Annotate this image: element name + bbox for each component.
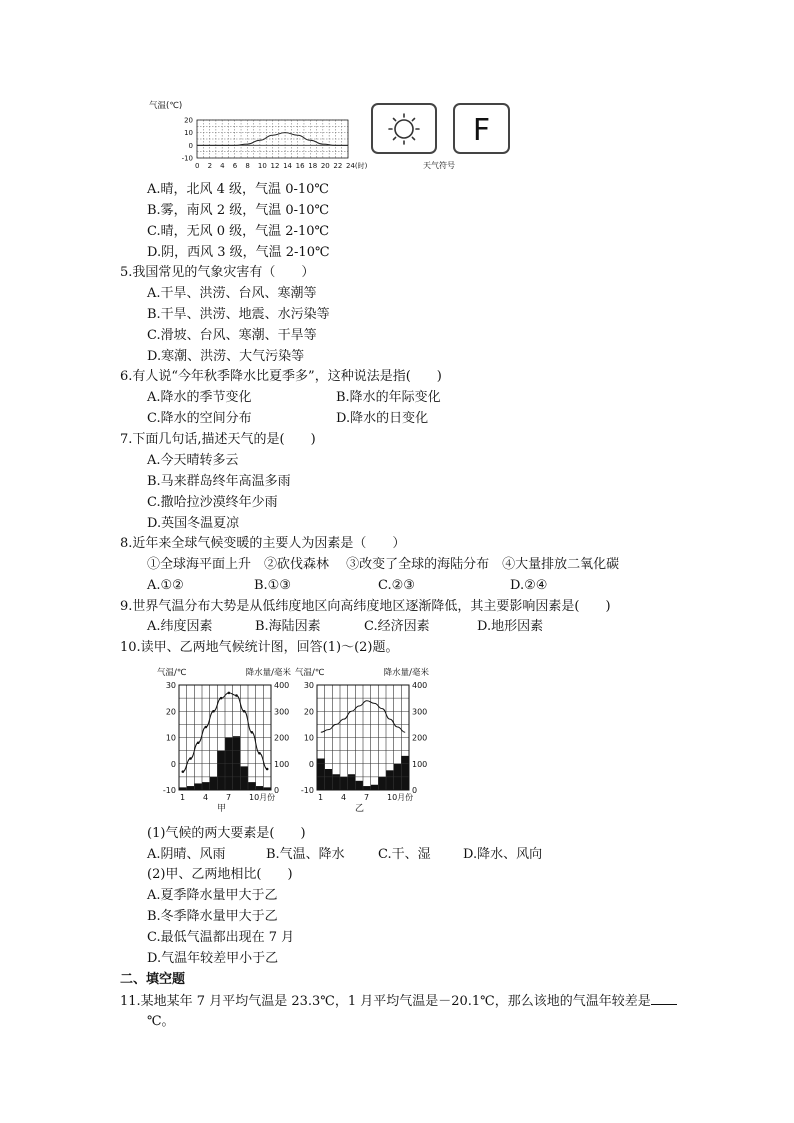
q9-stem: 9.世界气温分布大势是从低纬度地区向高纬度地区逐渐降低，其主要影响因素是( ) xyxy=(120,599,611,614)
x-tick-label: 24(时) xyxy=(346,162,368,170)
right-tick-label: 0 xyxy=(274,786,280,795)
left-axis-title: 气温/℃ xyxy=(157,668,187,678)
q7-option-c: C.撒哈拉沙漠终年少雨 xyxy=(147,495,278,510)
precipitation-bar xyxy=(233,736,241,790)
left-tick-label: -10 xyxy=(300,786,314,795)
q10-sub2-option-d: D.气温年较差甲小于乙 xyxy=(147,951,279,966)
q10-sub1-option-d: D.降水、风向 xyxy=(463,847,543,862)
left-tick-label: 10 xyxy=(303,733,314,743)
q4-option-c: C.晴，无风 0 级，气温 2-10℃ xyxy=(147,224,330,239)
x-tick-label: 18 xyxy=(308,162,318,170)
q11-unit: ℃。 xyxy=(147,1014,175,1029)
precipitation-bar xyxy=(371,785,379,790)
right-tick-label: 300 xyxy=(274,707,290,717)
precipitation-bar xyxy=(340,777,348,790)
right-tick-label: 400 xyxy=(274,681,290,690)
right-tick-label: 200 xyxy=(412,733,428,743)
x-tick-label: 12 xyxy=(270,162,280,170)
climate-chart-jia xyxy=(155,663,300,813)
q8-option-b: B.①③ xyxy=(254,578,291,593)
precipitation-bar xyxy=(378,777,386,790)
q10-sub2-option-a: A.夏季降水量甲大于乙 xyxy=(147,888,278,903)
q11-answer-blank[interactable] xyxy=(651,992,677,1005)
q8-option-a: A.①② xyxy=(147,578,184,593)
right-tick-label: 200 xyxy=(274,733,290,743)
temperature-point xyxy=(197,741,200,744)
temperature-point xyxy=(251,731,254,734)
weather-symbol-caption: 天气符号 xyxy=(423,161,455,170)
x-tick-label: 8 xyxy=(245,162,250,170)
q5-option-a: A.干旱、洪涝、台风、寒潮等 xyxy=(147,286,317,301)
precipitation-bar xyxy=(210,777,218,790)
q5-option-c: C.滑坡、台风、寒潮、干旱等 xyxy=(147,328,317,343)
temperature-point xyxy=(266,768,269,771)
q10-sub2-option-b: B.冬季降水量甲大于乙 xyxy=(147,909,278,924)
q6-option-a: A.降水的季节变化 xyxy=(147,390,252,405)
q10-sub1-option-c: C.干、湿 xyxy=(378,847,431,862)
precipitation-bar xyxy=(187,786,195,790)
x-tick-label: 0 xyxy=(195,162,200,170)
temperature-point xyxy=(182,770,185,773)
x-tick-label: 10 xyxy=(257,162,267,170)
temperature-point xyxy=(243,710,246,713)
right-tick-label: 100 xyxy=(412,759,428,769)
q8-stem: 8.近年来全球气候变暖的主要人为因素是（ ） xyxy=(120,536,406,551)
x-tick-label: 6 xyxy=(232,162,238,170)
left-tick-label: -10 xyxy=(162,786,176,795)
y-axis-label: 气温(℃) xyxy=(149,101,183,111)
precipitation-bar xyxy=(317,759,325,791)
section-fill-blank-heading: 二、填空题 xyxy=(120,972,186,987)
precipitation-bar xyxy=(194,783,202,790)
left-tick-label: 20 xyxy=(165,707,176,717)
precipitation-bar xyxy=(202,782,210,790)
x-tick-label: 20 xyxy=(320,162,330,170)
left-tick-label: 20 xyxy=(303,707,314,717)
right-tick-label: 100 xyxy=(274,759,290,769)
q10-sub1: (1)气候的两大要素是( ) xyxy=(147,826,306,841)
q6-option-d: D.降水的日变化 xyxy=(336,411,429,426)
right-tick-label: 400 xyxy=(412,681,428,690)
q10-sub1-option-b: B.气温、降水 xyxy=(266,847,345,862)
x-tick-label: 7 xyxy=(364,793,370,802)
precipitation-bar xyxy=(386,770,394,790)
q7-option-d: D.英国冬温夏凉 xyxy=(147,516,240,531)
q10-sub1-option-a: A.阴晴、风雨 xyxy=(147,847,226,862)
sun-symbol-box xyxy=(371,103,437,154)
q5-option-b: B.干旱、洪涝、地震、水污染等 xyxy=(147,307,330,322)
x-tick-label: 14 xyxy=(283,162,293,170)
right-axis-title: 降水量/毫米 xyxy=(245,668,291,678)
left-tick-label: 30 xyxy=(303,681,314,690)
x-tick-label: 22 xyxy=(333,162,343,170)
precipitation-bar xyxy=(217,751,225,790)
temperature-point xyxy=(228,692,231,695)
q5-stem: 5.我国常见的气象灾害有（ ） xyxy=(120,265,315,280)
precipitation-bar xyxy=(240,766,248,790)
q4-option-a: A.晴，北风 4 级，气温 0-10℃ xyxy=(147,182,329,197)
q9-option-d: D.地形因素 xyxy=(477,619,544,634)
climate-chart-yi xyxy=(293,663,438,813)
y-tick-label: 0 xyxy=(188,141,193,150)
chart-name: 甲 xyxy=(217,804,227,813)
x-tick-label: 10月份 xyxy=(387,793,414,802)
precipitation-bar xyxy=(256,786,264,790)
q11-stem: 11.某地某年 7 月平均气温是 23.3℃，1 月平均气温是－20.1℃，那么该地的气温年较差是 xyxy=(120,994,651,1009)
temperature-point xyxy=(220,697,223,700)
x-tick-label: 4 xyxy=(341,793,347,802)
temperature-point xyxy=(189,757,192,760)
precipitation-bar xyxy=(325,769,333,790)
q10-stem: 10.读甲、乙两地气候统计图，回答(1)～(2)题。 xyxy=(120,640,399,655)
precipitation-bar xyxy=(363,786,371,790)
y-tick-label: 10 xyxy=(184,129,193,138)
sun-icon xyxy=(373,105,435,152)
right-tick-label: 0 xyxy=(412,786,418,795)
x-tick-label: 1 xyxy=(318,793,324,802)
temperature-point xyxy=(212,710,215,713)
x-tick-label: 7 xyxy=(226,793,232,802)
q6-option-b: B.降水的年际变化 xyxy=(336,390,441,405)
left-tick-label: 0 xyxy=(308,759,314,769)
q8-items: ①全球海平面上升 ②砍伐森林 ③改变了全球的海陆分布 ④大量排放二氧化碳 xyxy=(147,557,620,572)
q9-option-b: B.海陆因素 xyxy=(255,619,321,634)
right-tick-label: 300 xyxy=(412,707,428,717)
precipitation-bar xyxy=(401,756,409,790)
weather-symbol-letter: F xyxy=(472,113,491,148)
y-tick-label: -10 xyxy=(181,154,193,163)
precipitation-bar xyxy=(248,782,256,790)
q7-option-b: B.马来群岛终年高温多雨 xyxy=(147,474,291,489)
y-tick-label: 20 xyxy=(184,116,193,125)
x-tick-label: 4 xyxy=(203,793,209,802)
daily-temperature-chart xyxy=(145,96,375,176)
q8-option-d: D.②④ xyxy=(510,578,548,593)
q4-option-b: B.雾，南风 2 级，气温 0-10℃ xyxy=(147,203,330,218)
precipitation-bar xyxy=(355,781,363,790)
right-axis-title: 降水量/毫米 xyxy=(383,668,429,678)
x-tick-label: 10月份 xyxy=(249,793,276,802)
chart-name: 乙 xyxy=(355,804,365,813)
q5-option-d: D.寒潮、洪涝、大气污染等 xyxy=(147,349,305,364)
q8-option-c: C.②③ xyxy=(378,578,415,593)
x-tick-label: 1 xyxy=(180,793,186,802)
temperature-point xyxy=(205,726,208,729)
left-tick-label: 10 xyxy=(165,733,176,743)
x-tick-label: 2 xyxy=(207,162,213,170)
q9-option-a: A.纬度因素 xyxy=(147,619,213,634)
q6-stem: 6.有人说“今年秋季降水比夏季多”，这种说法是指( ) xyxy=(120,369,442,384)
x-tick-label: 4 xyxy=(220,162,225,170)
q7-stem: 7.下面几句话,描述天气的是( ) xyxy=(120,432,316,447)
left-axis-title: 气温/℃ xyxy=(295,668,325,678)
q6-option-c: C.降水的空间分布 xyxy=(147,411,252,426)
left-tick-label: 30 xyxy=(165,681,176,690)
q10-sub2-option-c: C.最低气温都出现在 7 月 xyxy=(147,930,295,945)
left-tick-label: 0 xyxy=(170,759,176,769)
q4-option-d: D.阴，西风 3 级，气温 2-10℃ xyxy=(147,245,330,260)
weather-symbol-f-box xyxy=(453,103,510,154)
q7-option-a: A.今天晴转多云 xyxy=(147,453,239,468)
q10-sub2: (2)甲、乙两地相比( ) xyxy=(147,867,293,882)
q11-text xyxy=(120,992,677,1011)
x-tick-label: 16 xyxy=(295,162,305,170)
q9-option-c: C.经济因素 xyxy=(364,619,430,634)
temperature-point xyxy=(258,752,261,755)
temperature-point xyxy=(235,694,238,697)
